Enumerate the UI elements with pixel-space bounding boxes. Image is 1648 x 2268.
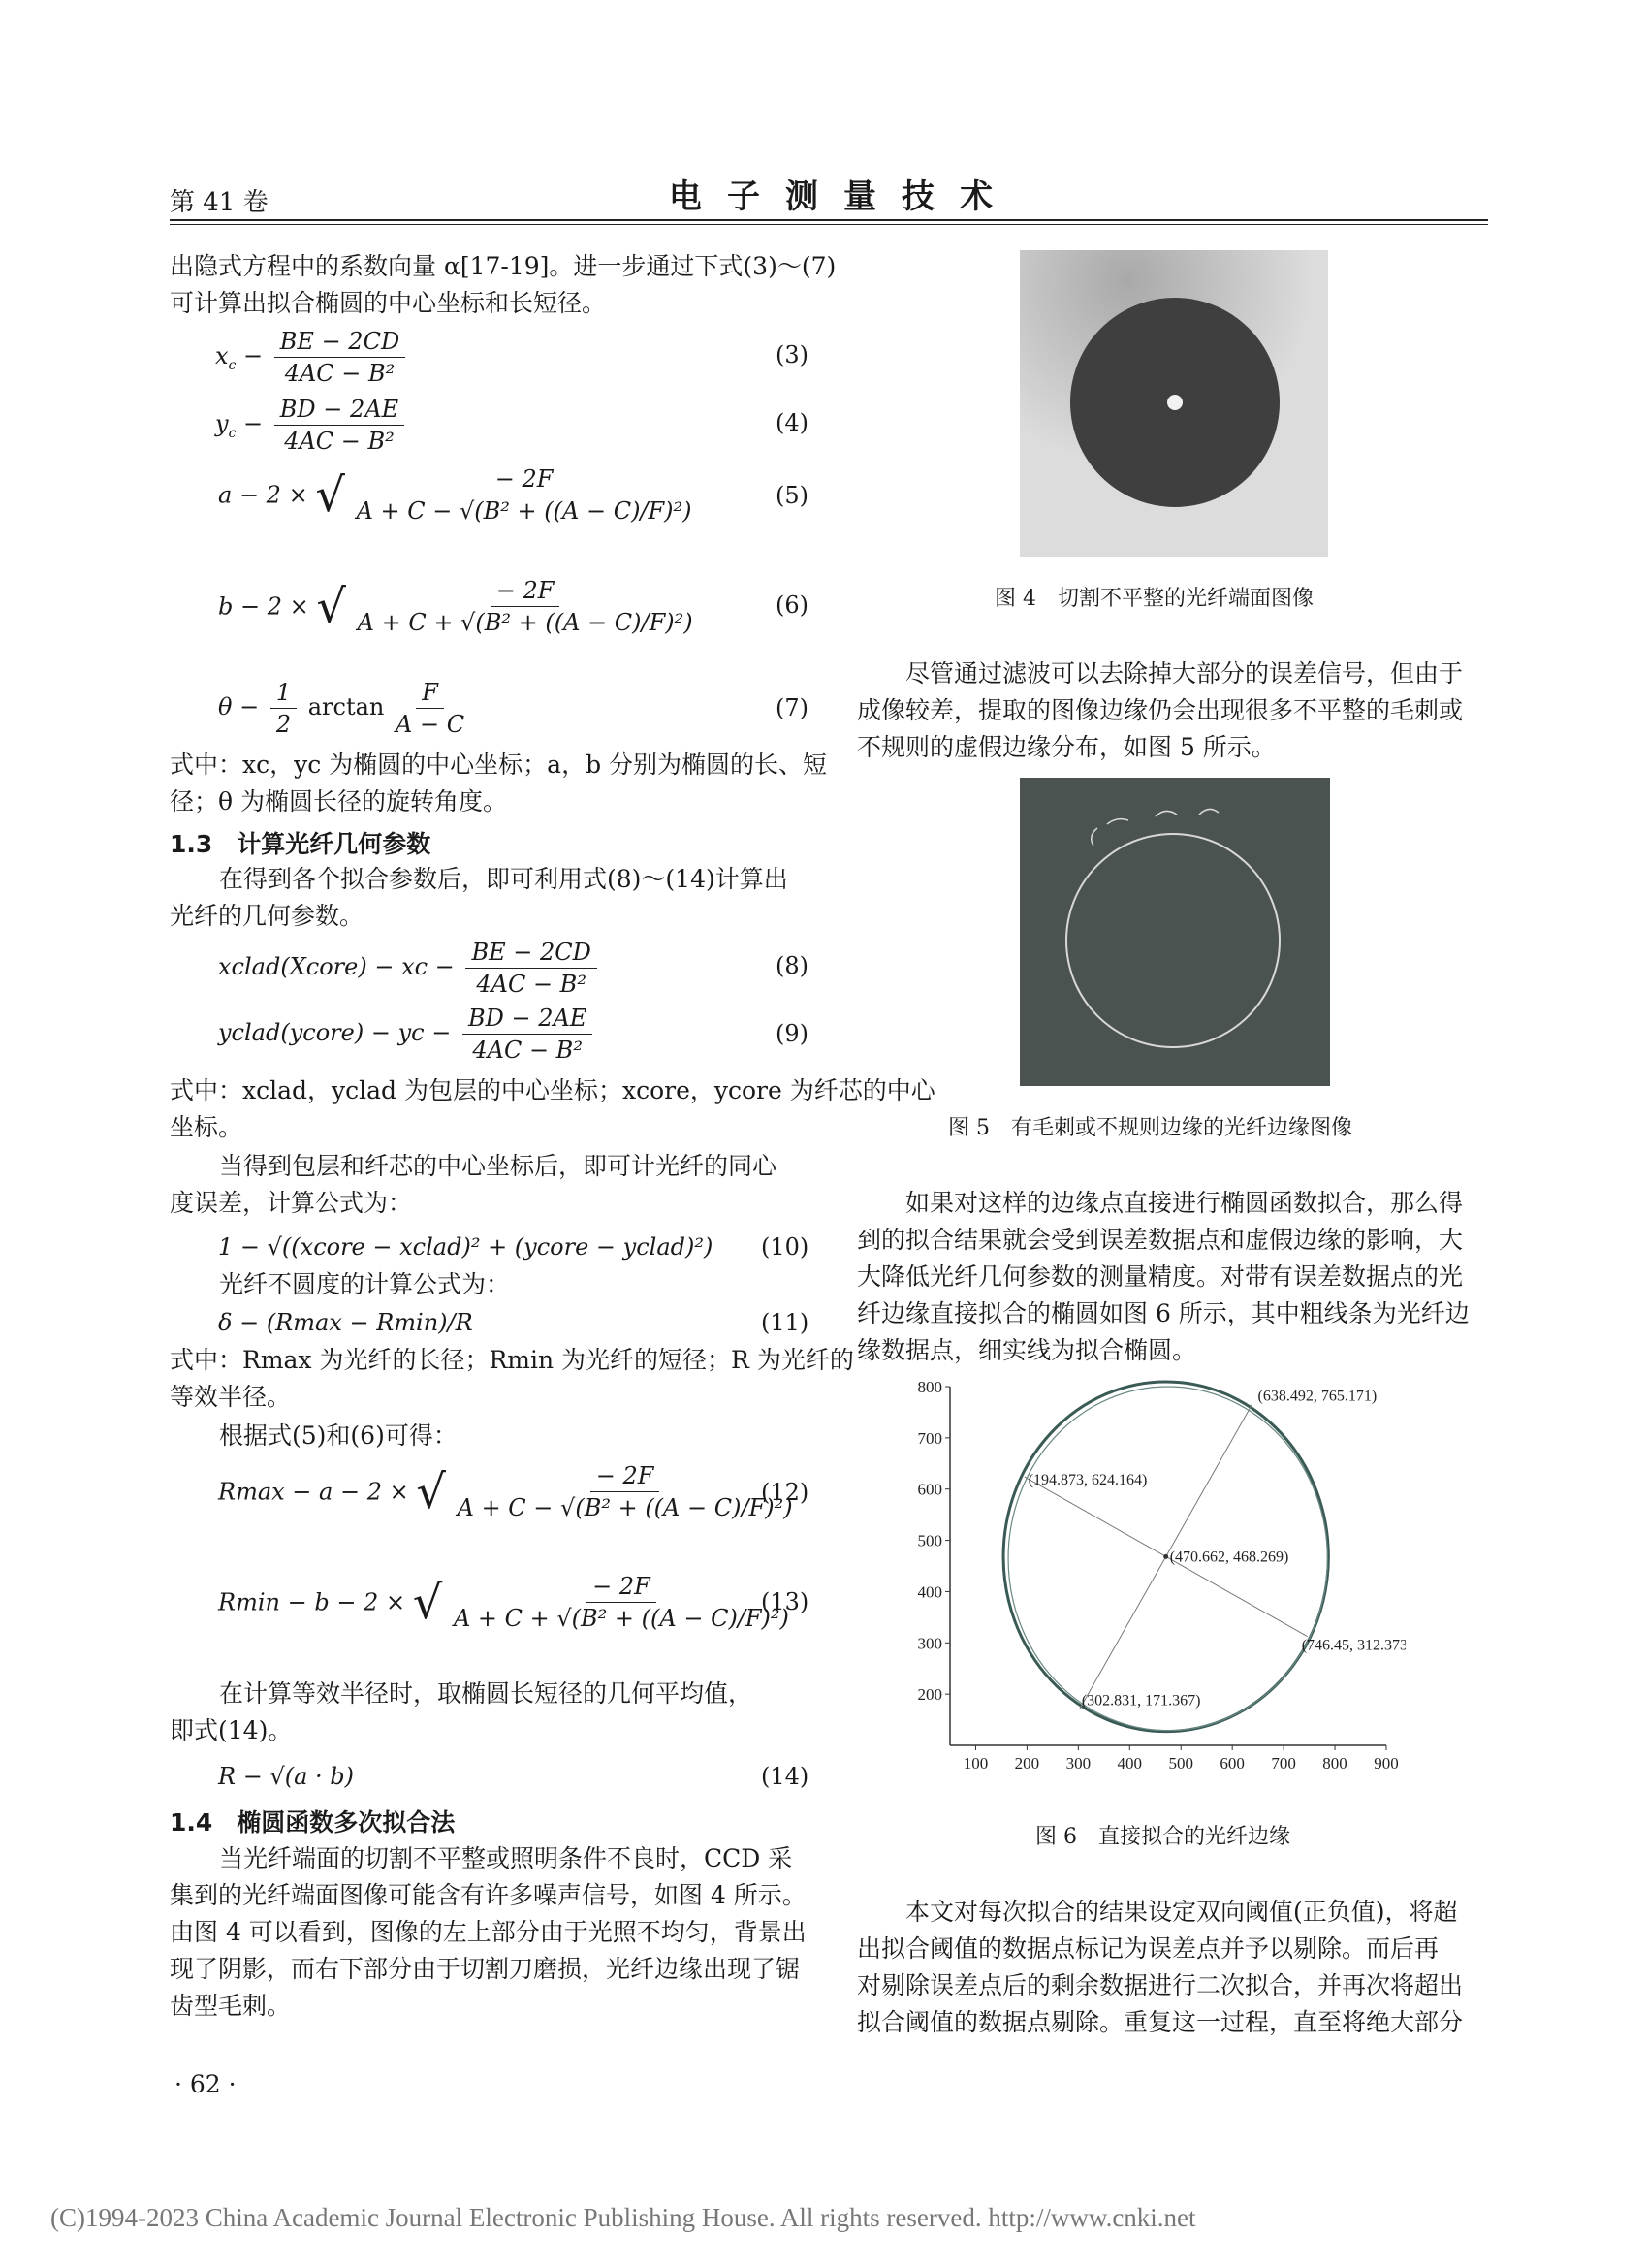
volume-label: 第 41 卷	[170, 188, 269, 217]
paragraph-line: 式中：xc，yc 为椭圆的中心坐标；a，b 分别为椭圆的长、短	[170, 751, 828, 779]
x-tick-label: 700	[1271, 1754, 1296, 1773]
equation-number: (9)	[776, 1020, 808, 1047]
fraction	[454, 1573, 789, 1632]
paragraph-line: 式中：xclad，yclad 为包层的中心坐标；xcore，ycore 为纤芯的中心	[170, 1076, 935, 1104]
fraction	[358, 577, 693, 636]
paragraph-line: 出隐式方程中的系数向量 α[17-19]。进一步通过下式(3)～(7)	[170, 252, 837, 280]
equation-6: b − 2 × √ $\frac{- 2F}{\text{A + C + √(B² + ((A − C)/F)²)}}$	[218, 577, 693, 636]
numerator: F	[416, 679, 444, 709]
equation-7	[218, 679, 468, 738]
numerator: BE − 2CD	[274, 328, 405, 358]
page-number: · 62 ·	[174, 2070, 237, 2098]
denominator: A + C + √(B² + ((A − C)/F)²)	[453, 1605, 789, 1632]
x-tick-label: 600	[1220, 1754, 1245, 1773]
denominator: A + C − √(B² + ((A − C)/F)²)	[356, 497, 692, 525]
y-tick-label: 600	[917, 1480, 942, 1499]
fraction	[274, 396, 404, 455]
x-tick-label: 200	[1014, 1754, 1040, 1773]
equation-number: (4)	[776, 409, 808, 436]
equation-13: Rmin − b − 2 × √ $\frac{- 2F}{\text{A + C + √(B² + ((A − C)/F)²)}}$	[218, 1573, 789, 1632]
equation-9	[218, 1005, 596, 1064]
fraction	[396, 679, 464, 738]
header-rule	[170, 219, 1488, 221]
paragraph-line: 等效半径。	[170, 1383, 292, 1411]
equation-number: (11)	[761, 1309, 809, 1336]
paragraph-line: 即式(14)。	[170, 1716, 293, 1744]
point-label: (194.873, 624.164)	[1028, 1471, 1148, 1488]
figure-4-caption: 图 4 切割不平整的光纤端面图像	[995, 587, 1314, 611]
denominator: A − C	[396, 711, 465, 738]
paragraph-line: 在得到各个拟合参数后，即可利用式(8)～(14)计算出	[219, 865, 788, 893]
numerator: − 2F	[490, 465, 559, 495]
denominator: A + C + √(B² + ((A − C)/F)²)	[357, 609, 693, 636]
paragraph-line: 纤边缘直接拟合的椭圆如图 6 所示，其中粗线条为光纤边	[857, 1299, 1470, 1327]
x-tick-label: 100	[963, 1754, 989, 1773]
figure-6-caption: 图 6 直接拟合的光纤边缘	[1035, 1825, 1290, 1849]
numerator: − 2F	[491, 577, 560, 607]
eq-lhs: y	[215, 410, 229, 437]
paragraph-line: 拟合阈值的数据点剔除。重复这一过程，直至将绝大部分	[857, 2008, 1464, 2036]
paragraph-line: 当光纤端面的切割不平整或照明条件不良时，CCD 采	[219, 1844, 793, 1872]
radius-line	[1166, 1404, 1252, 1556]
equation-number: (5)	[776, 482, 808, 509]
paragraph-line: 由图 4 可以看到，图像的左上部分由于光照不均匀，背景出	[170, 1918, 807, 1946]
y-tick-label: 400	[917, 1582, 942, 1602]
denominator: A + C − √(B² + ((A − C)/F)²)	[457, 1494, 793, 1521]
eq-lhs-sub: c	[228, 425, 237, 441]
equation-12: Rmax − a − 2 × √ $\frac{- 2F}{\text{A + C − √(B² + ((A − C)/F)²)}}$	[218, 1462, 793, 1521]
paragraph-line: 径；θ 为椭圆长径的旋转角度。	[170, 787, 507, 815]
paragraph-line: 成像较差，提取的图像边缘仍会出现很多不平整的毛刺或	[857, 696, 1464, 724]
equation-14: R − √(a · b)	[218, 1763, 355, 1790]
half-fraction	[270, 679, 297, 738]
journal-title: 电子测量技术	[669, 177, 1018, 216]
figure-6-chart	[902, 1377, 1406, 1804]
equation-number: (3)	[776, 341, 808, 368]
eq-lhs: x	[215, 342, 229, 369]
fraction	[465, 939, 596, 998]
equation-number: (10)	[761, 1233, 809, 1261]
figure-5-image	[1020, 778, 1330, 1086]
equation-number: (6)	[776, 591, 808, 619]
function-name: arctan	[307, 693, 385, 720]
fiber-edge-photo	[1020, 778, 1330, 1086]
y-tick-label: 500	[917, 1531, 942, 1550]
eq-lhs: θ −	[218, 693, 267, 720]
figure-4-image	[1020, 250, 1328, 557]
paragraph-line: 当得到包层和纤芯的中心坐标后，即可计光纤的同心	[219, 1152, 777, 1180]
paragraph-line: 坐标。	[170, 1113, 243, 1141]
paragraph-line: 齿型毛刺。	[170, 1992, 292, 2020]
numerator: − 2F	[586, 1573, 656, 1603]
paragraph-line: 根据式(5)和(6)可得：	[219, 1421, 458, 1450]
paragraph-line: 在计算等效半径时，取椭圆长短径的几何平均值，	[219, 1679, 753, 1708]
figure-5-caption: 图 5 有毛刺或不规则边缘的光纤边缘图像	[948, 1116, 1352, 1140]
radius-line	[1166, 1556, 1308, 1636]
x-tick-label: 500	[1168, 1754, 1193, 1773]
numerator: BD − 2AE	[274, 396, 404, 426]
fitted-ellipse-plot	[902, 1377, 1406, 1804]
paragraph-line: 集到的光纤端面图像可能含有许多噪声信号，如图 4 所示。	[170, 1881, 807, 1909]
denominator: 4AC − B²	[284, 428, 395, 455]
point-label: (302.831, 171.367)	[1081, 1692, 1201, 1709]
paragraph-line: 可计算出拟合椭圆的中心坐标和长短径。	[170, 289, 607, 317]
copyright-notice: (C)1994-2023 China Academic Journal Electronic Publishing House. All rights reserved. http://www.cnki.net	[50, 2203, 1196, 2232]
paragraph-line: 尽管通过滤波可以去除掉大部分的误差信号，但由于	[905, 659, 1464, 687]
equation-number: (14)	[761, 1763, 809, 1790]
numerator: BE − 2CD	[465, 939, 596, 969]
equation-11: δ − (Rmax − Rmin)/R	[218, 1309, 473, 1336]
numerator: − 2F	[590, 1462, 660, 1492]
denominator: 2	[275, 711, 292, 738]
radius-line	[1025, 1477, 1166, 1556]
radius-line	[1080, 1556, 1166, 1709]
equation-number: (8)	[776, 952, 808, 979]
center-label: (470.662, 468.269)	[1169, 1549, 1289, 1566]
equation-8	[218, 939, 601, 998]
eq-lhs-sub: c	[228, 357, 237, 373]
equation-number: (7)	[776, 694, 808, 721]
equation-4: $y_c$ − $\frac{BD - 2AE}{\text{4AC − B²}}$	[215, 396, 408, 455]
denominator: 4AC − B²	[472, 1037, 583, 1064]
paragraph-line: 大降低光纤几何参数的测量精度。对带有误差数据点的光	[857, 1262, 1464, 1291]
equation-10: 1 − √((xcore − xclad)² + (ycore − yclad)²)	[218, 1233, 713, 1261]
paragraph-line: 如果对这样的边缘点直接进行椭圆函数拟合，那么得	[905, 1189, 1464, 1217]
paragraph-line: 度误差，计算公式为：	[170, 1189, 413, 1217]
paragraph-line: 不规则的虚假边缘分布，如图 5 所示。	[857, 733, 1276, 761]
denominator: 4AC − B²	[284, 360, 396, 387]
y-tick-label: 300	[917, 1634, 942, 1653]
fraction	[462, 1005, 592, 1064]
y-tick-label: 200	[917, 1685, 942, 1705]
equation-5: a − 2 × √ $\frac{- 2F}{\text{A + C − √(B² + ((A − C)/F)²)}}$	[218, 465, 692, 525]
fraction	[458, 1462, 793, 1521]
equation-number: (13)	[761, 1588, 809, 1615]
point-label: (638.492, 765.171)	[1257, 1388, 1378, 1405]
x-tick-label: 800	[1322, 1754, 1347, 1773]
eq-lhs: yclad(ycore) − yc −	[218, 1019, 452, 1046]
y-tick-label: 700	[917, 1428, 942, 1448]
equation-3: $x_c$ − $\frac{BE - 2CD}{\text{4AC − B²}}$	[215, 328, 409, 387]
x-tick-label: 400	[1117, 1754, 1143, 1773]
fraction	[274, 328, 405, 387]
paragraph-line: 对剔除误差点后的剩余数据进行二次拟合，并再次将超出	[857, 1971, 1464, 1999]
eq-lhs: Rmin − b − 2 ×	[218, 1588, 406, 1616]
paragraph-line: 现了阴影，而右下部分由于切割刀磨损，光纤边缘出现了锯	[170, 1955, 801, 1983]
denominator: 4AC − B²	[476, 971, 586, 998]
eq-lhs: a − 2 ×	[218, 481, 308, 509]
fiber-endface-photo	[1020, 250, 1328, 557]
paragraph-line: 光纤不圆度的计算公式为：	[219, 1270, 511, 1298]
point-label: (746.45, 312.373)	[1301, 1637, 1406, 1654]
x-tick-label: 300	[1065, 1754, 1092, 1773]
header-rule-thin	[170, 224, 1488, 225]
eq-lhs: xclad(Xcore) − xc −	[218, 953, 455, 980]
paragraph-line: 缘数据点，细实线为拟合椭圆。	[857, 1336, 1197, 1364]
numerator: 1	[270, 679, 297, 709]
fiber-core	[1167, 395, 1183, 410]
equation-number: (12)	[761, 1479, 809, 1506]
center-point	[1163, 1554, 1168, 1559]
paragraph-line: 光纤的几何参数。	[170, 902, 364, 930]
section-heading-1-3: 1.3 计算光纤几何参数	[170, 830, 431, 858]
paragraph-line: 式中：Rmax 为光纤的长径；Rmin 为光纤的短径；R 为光纤的	[170, 1346, 854, 1374]
eq-lhs: Rmax − a − 2 ×	[218, 1478, 409, 1506]
eq-lhs: b − 2 ×	[218, 592, 309, 621]
fraction	[357, 465, 692, 525]
numerator: BD − 2AE	[462, 1005, 592, 1035]
paragraph-line: 本文对每次拟合的结果设定双向阈值(正负值)，将超	[905, 1898, 1458, 1926]
paragraph-line: 出拟合阈值的数据点标记为误差点并予以剔除。而后再	[857, 1934, 1440, 1963]
section-heading-1-4: 1.4 椭圆函数多次拟合法	[170, 1808, 456, 1837]
y-tick-label: 800	[917, 1378, 942, 1396]
x-tick-label: 900	[1374, 1754, 1399, 1773]
paragraph-line: 到的拟合结果就会受到误差数据点和虚假边缘的影响，大	[857, 1226, 1464, 1254]
